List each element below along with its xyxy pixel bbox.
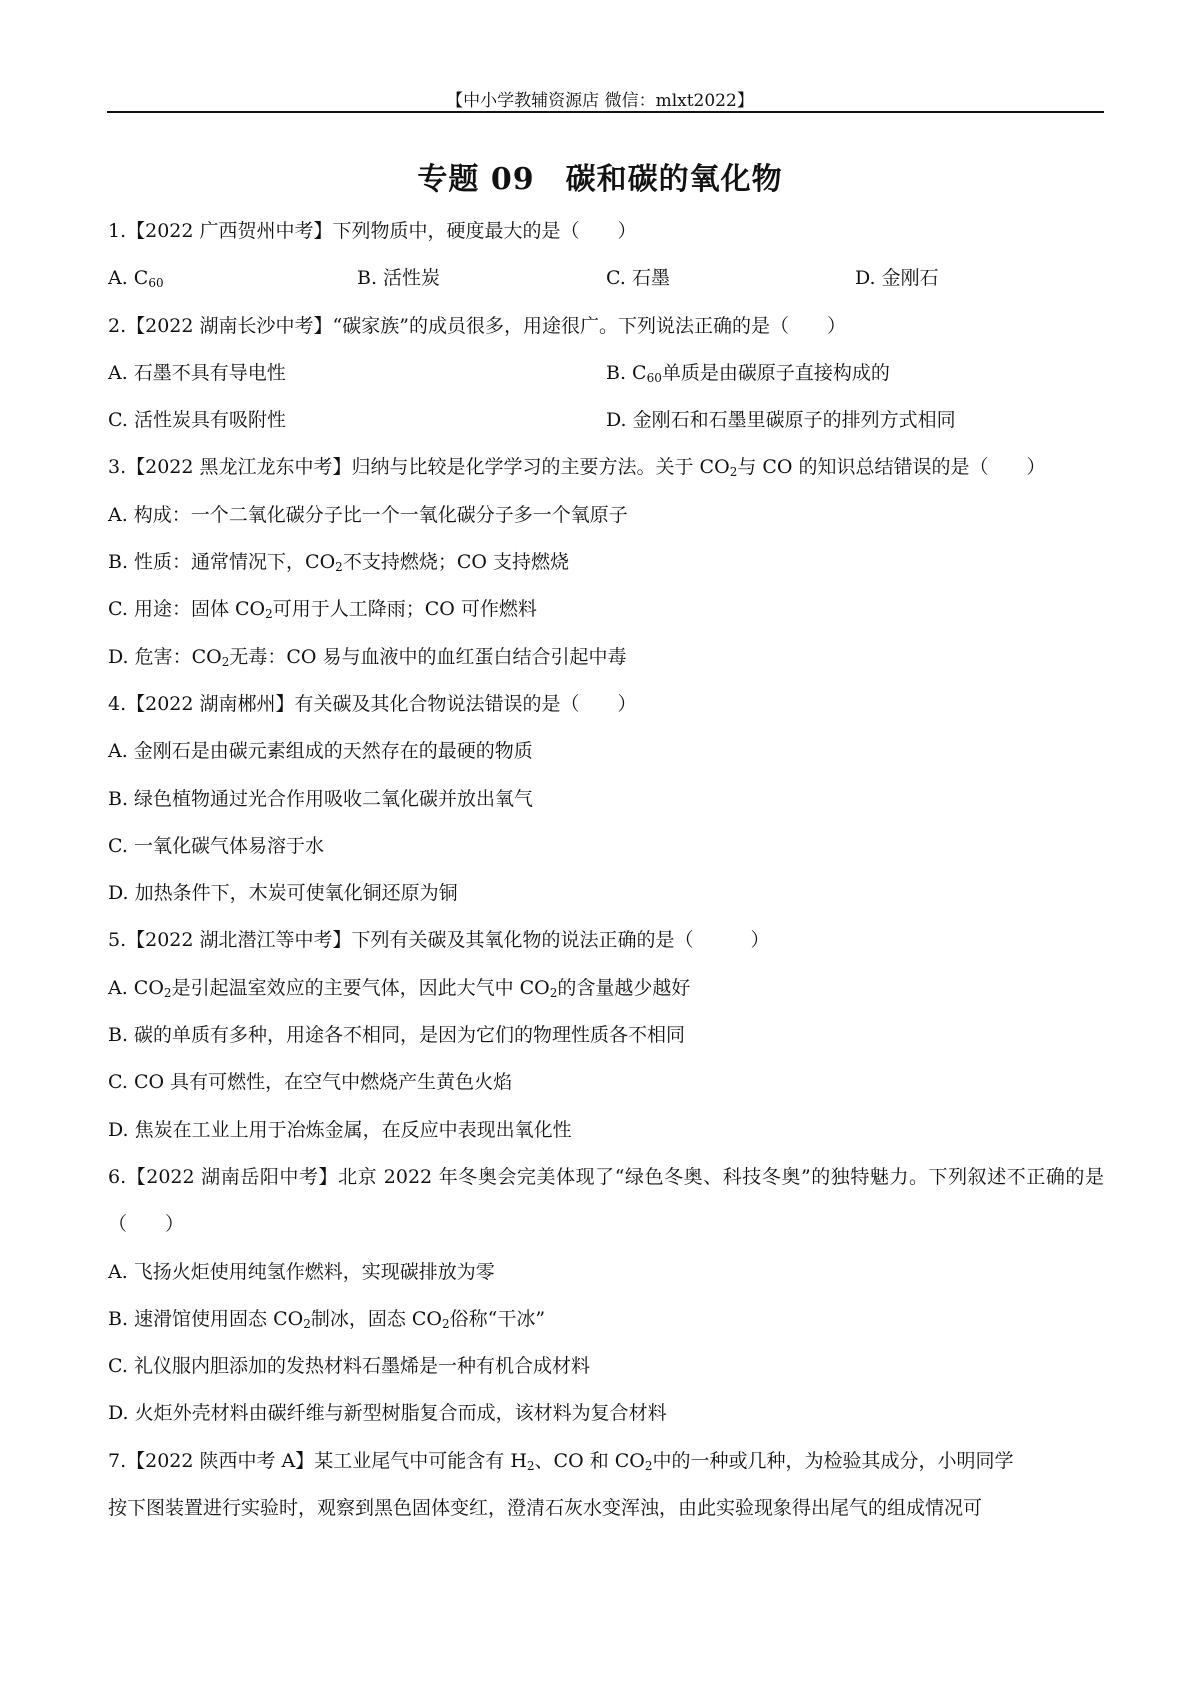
question-4-option-c: C. 一氧化碳气体易溶于水 (108, 834, 324, 857)
question-1-stem: 1.【2022 广西贺州中考】下列物质中，硬度最大的是（ ） (108, 220, 637, 242)
question-6-option-d: D. 火炬外壳材料由碳纤维与新型树脂复合而成，该材料为复合材料 (108, 1402, 667, 1425)
question-2-options-row1 (108, 350, 1104, 397)
question-list (108, 208, 1104, 1532)
question-3-option-c: C. 用途：固体 $CO_2$可用于人工降雨；CO 可作燃料 (108, 598, 537, 622)
question-4-option-a: A. 金刚石是由碳元素组成的天然存在的最硬的物质 (108, 740, 533, 763)
question-3-option-a: A. 构成：一个二氧化碳分子比一个一氧化碳分子多一个氧原子 (108, 503, 628, 526)
option-a: A. $C_{60}$ (108, 267, 164, 291)
question-3-stem: 3.【2022 黑龙江龙东中考】归纳与比较是化学学习的主要方法。关于 $CO_2$与 CO 的知识总结错误的是（ ） (108, 456, 1046, 480)
question-4-option-b: B. 绿色植物通过光合作用吸收二氧化碳并放出氧气 (108, 787, 534, 810)
question-4-stem: 4.【2022 湖南郴州】有关碳及其化合物说法错误的是（ ） (108, 692, 637, 715)
question-5-option-d: D. 焦炭在工业上用于冶炼金属，在反应中表现出氧化性 (108, 1118, 572, 1141)
option-d: D. 金刚石 (855, 267, 939, 290)
question-7-stem-continued: 按下图装置进行实验时，观察到黑色固体变红，澄清石灰水变浑浊，由此实验现象得出尾气的组成情况可 (108, 1497, 983, 1520)
question-3-option-b: B. 性质：通常情况下，$CO_2$不支持燃烧；CO 支持燃烧 (108, 551, 569, 575)
page-title: 专题 09 碳和碳的氧化物 (417, 162, 783, 197)
option-b: B. 活性炭 (357, 267, 441, 290)
question-5-option-a: A. $CO_2$是引起温室效应的主要气体，因此大气中 $CO_2$的含量越少越好 (108, 976, 691, 1000)
question-6-option-c: C. 礼仪服内胆添加的发热材料石墨烯是一种有机合成材料 (108, 1355, 590, 1378)
page-header: 【中小学教辅资源店 微信：mlxt2022】 (446, 91, 754, 111)
question-6-option-a: A. 飞扬火炬使用纯氢作燃料，实现碳排放为零 (108, 1260, 495, 1283)
question-2-stem: 2.【2022 湖南长沙中考】“碳家族”的成员很多，用途很广。下列说法正确的是（ ） (108, 314, 846, 337)
option-d: D. 金刚石和石墨里碳原子的排列方式相同 (606, 409, 956, 432)
question-7-stem: 7.【2022 陕西中考 A】某工业尾气中可能含有 $H_2$、CO 和 $CO_2$中的一种或几种，为检验其成分，小明同学 (108, 1449, 1014, 1473)
option-b: B. $C_{60}$单质是由碳原子直接构成的 (606, 361, 890, 385)
option-c: C. 石墨 (606, 267, 670, 290)
header-divider (107, 111, 1104, 113)
question-5-stem: 5.【2022 湖北潜江等中考】下列有关碳及其氧化物的说法正确的是（ ） (108, 929, 770, 952)
question-5-option-b: B. 碳的单质有多种，用途各不相同，是因为它们的物理性质各不相同 (108, 1024, 686, 1047)
question-4-option-d: D. 加热条件下，木炭可使氧化铜还原为铜 (108, 882, 458, 905)
question-6-stem: 6.【2022 湖南岳阳中考】北京 2022 年冬奥会完美体现了“绿色冬奥、科技冬奥”的独特魅力。下列叙述不正确的是（ ） (108, 1165, 1104, 1236)
question-2-options-row2 (108, 397, 1104, 444)
question-5-option-c: C. CO 具有可燃性，在空气中燃烧产生黄色火焰 (108, 1071, 513, 1094)
option-c: C. 活性炭具有吸附性 (108, 409, 286, 432)
question-3-option-d: D. 危害：$CO_2$无毒：CO 易与血液中的血红蛋白结合引起中毒 (108, 645, 627, 669)
question-6-option-b: B. 速滑馆使用固态 $CO_2$制冰，固态 $CO_2$俗称“干冰” (108, 1307, 546, 1331)
option-a: A. 石墨不具有导电性 (108, 361, 286, 384)
question-1-options (108, 255, 1104, 302)
